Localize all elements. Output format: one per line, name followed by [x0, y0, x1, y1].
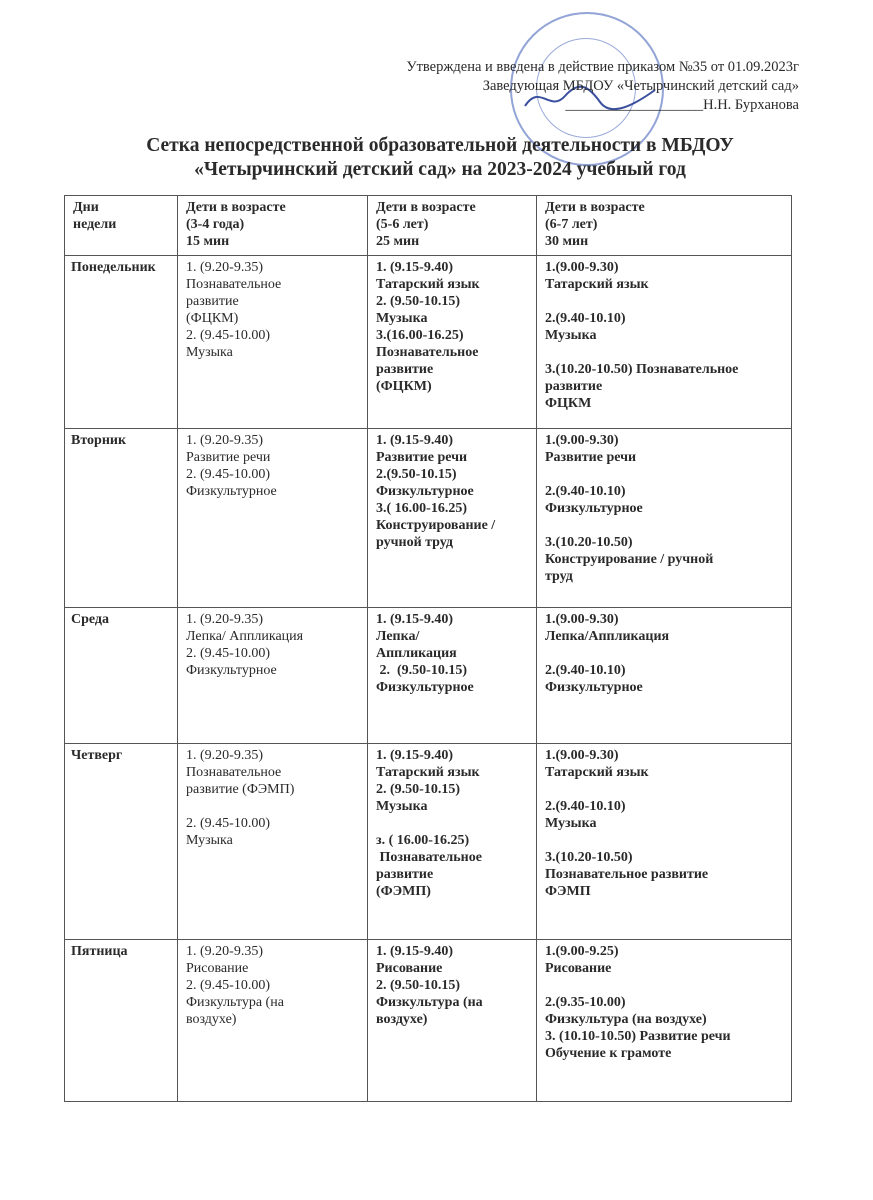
- cell-line: Конструирование / ручной: [545, 552, 714, 567]
- cell-group-6-7: [537, 744, 792, 940]
- cell-line: Татарский язык: [376, 277, 480, 292]
- table-row: [65, 940, 792, 1102]
- header-group-5-6: [368, 196, 537, 256]
- cell-line: 2. (9.50-10.15): [376, 663, 467, 678]
- cell-line: Познавательное: [376, 345, 479, 360]
- cell-line: Физкультура (на: [376, 995, 483, 1010]
- cell-line: 1.(9.00-9.25): [545, 944, 619, 959]
- cell-line: 1. (9.15-9.40): [376, 260, 453, 275]
- table-row: [65, 744, 792, 940]
- cell-line: Музыка: [545, 816, 597, 831]
- cell-line: Развитие речи: [186, 450, 271, 465]
- cell-group-6-7: [537, 608, 792, 744]
- cell-line: [545, 293, 783, 310]
- cell-line: Познавательное: [376, 850, 482, 865]
- cell-line: 3.(10.20-10.50): [545, 535, 633, 550]
- cell-line: [545, 466, 783, 483]
- cell-line: Физкультурное: [376, 484, 474, 499]
- cell-line: Дети в возрасте: [376, 200, 476, 215]
- cell-line: (6-7 лет): [545, 217, 598, 232]
- cell-line: (ФЭМП): [376, 884, 431, 899]
- cell-line: 1. (9.15-9.40): [376, 612, 453, 627]
- cell-line: 3.(16.00-16.25): [376, 328, 464, 343]
- cell-line: 2. (9.45-10.00): [186, 328, 270, 343]
- cell-line: 2.(9.40-10.10): [545, 799, 626, 814]
- cell-line: 2. (9.45-10.00): [186, 816, 270, 831]
- cell-line: Развитие речи: [545, 450, 637, 465]
- approval-line-3: [279, 96, 799, 115]
- cell-group-3-4: [178, 744, 368, 940]
- cell-line: Физкультурное: [186, 663, 277, 678]
- table-row: [65, 429, 792, 608]
- day-cell: Вторник: [65, 429, 178, 608]
- approval-line-1: Утверждена и введена в действие приказом №35 от 01.09.2023г: [406, 59, 799, 75]
- cell-group-6-7: [537, 429, 792, 608]
- cell-line: Рисование: [545, 961, 612, 976]
- cell-line: 2.(9.40-10.10): [545, 663, 626, 678]
- cell-line: Физкультурное: [545, 680, 643, 695]
- cell-line: Обучение к грамоте: [545, 1046, 672, 1061]
- header-day: [65, 196, 178, 256]
- cell-line: Дни: [73, 200, 99, 215]
- cell-line: Рисование: [186, 961, 249, 976]
- cell-group-6-7: [537, 256, 792, 429]
- cell-line: [545, 781, 783, 798]
- day-cell: Четверг: [65, 744, 178, 940]
- cell-line: 2. (9.50-10.15): [376, 978, 460, 993]
- cell-group-6-7: [537, 940, 792, 1102]
- cell-line: Физкультурное: [376, 680, 474, 695]
- cell-line: Музыка: [376, 799, 428, 814]
- cell-line: 1. (9.15-9.40): [376, 944, 453, 959]
- cell-line: Познавательное развитие: [545, 867, 709, 882]
- table-row: [65, 608, 792, 744]
- head-name: Н.Н. Бурханова: [703, 97, 799, 113]
- cell-line: 1. (9.20-9.35): [186, 944, 263, 959]
- cell-line: (ФЦКМ): [376, 379, 432, 394]
- cell-line: Музыка: [186, 345, 233, 360]
- title-line-2: «Четырчинский детский сад» на 2023-2024 учебный год: [194, 159, 686, 180]
- cell-line: [545, 344, 783, 361]
- cell-group-5-6: [368, 744, 537, 940]
- cell-group-3-4: [178, 429, 368, 608]
- cell-group-3-4: [178, 608, 368, 744]
- cell-line: Музыка: [186, 833, 233, 848]
- cell-line: 2.(9.35-10.00): [545, 995, 626, 1010]
- cell-group-3-4: [178, 940, 368, 1102]
- cell-line: 3.( 16.00-16.25): [376, 501, 467, 516]
- cell-line: ФЦКМ: [545, 396, 592, 411]
- cell-line: [545, 645, 783, 662]
- cell-line: [376, 815, 528, 832]
- cell-line: 1.(9.00-9.30): [545, 612, 619, 627]
- cell-line: развитие: [376, 362, 434, 377]
- cell-line: ФЭМП: [545, 884, 591, 899]
- cell-group-5-6: [368, 608, 537, 744]
- cell-group-5-6: [368, 429, 537, 608]
- cell-line: 2. (9.45-10.00): [186, 467, 270, 482]
- cell-line: воздухе): [186, 1012, 237, 1027]
- cell-line: Физкультурное: [186, 484, 277, 499]
- cell-line: 30 мин: [545, 234, 589, 249]
- cell-line: Музыка: [545, 328, 597, 343]
- cell-line: [545, 517, 783, 534]
- cell-line: труд: [545, 569, 573, 584]
- cell-line: Познавательное: [186, 765, 282, 780]
- cell-line: развитие: [186, 294, 239, 309]
- cell-line: з. ( 16.00-16.25): [376, 833, 470, 848]
- cell-line: 2.(9.40-10.10): [545, 484, 626, 499]
- cell-line: 1. (9.15-9.40): [376, 748, 453, 763]
- cell-line: Аппликация: [376, 646, 457, 661]
- cell-line: 1. (9.20-9.35): [186, 612, 263, 627]
- cell-line: Татарский язык: [376, 765, 480, 780]
- approval-line-2: Заведующая МБДОУ «Четырчинский детский сад»: [482, 78, 799, 94]
- cell-group-3-4: [178, 256, 368, 429]
- cell-line: развитие: [545, 379, 603, 394]
- cell-line: (ФЦКМ): [186, 311, 239, 326]
- cell-line: развитие (ФЭМП): [186, 782, 295, 797]
- cell-line: Конструирование /: [376, 518, 496, 533]
- cell-line: 2. (9.50-10.15): [376, 294, 460, 309]
- cell-line: воздухе): [376, 1012, 428, 1027]
- cell-line: 1.(9.00-9.30): [545, 748, 619, 763]
- cell-line: (5-6 лет): [376, 217, 429, 232]
- cell-line: Лепка/ Аппликация: [186, 629, 304, 644]
- day-cell: Понедельник: [65, 256, 178, 429]
- cell-line: развитие: [376, 867, 434, 882]
- cell-line: [545, 832, 783, 849]
- day-cell: Среда: [65, 608, 178, 744]
- schedule-table: [64, 195, 792, 1102]
- cell-line: Рисование: [376, 961, 443, 976]
- header-group-3-4: [178, 196, 368, 256]
- cell-line: 3.(10.20-10.50): [545, 850, 633, 865]
- cell-line: [545, 977, 783, 994]
- cell-line: 2.(9.40-10.10): [545, 311, 626, 326]
- cell-line: 1. (9.20-9.35): [186, 260, 263, 275]
- cell-line: Дети в возрасте: [186, 200, 286, 215]
- cell-line: Музыка: [376, 311, 428, 326]
- cell-line: Физкультура (на воздухе): [545, 1012, 707, 1027]
- cell-line: 15 мин: [186, 234, 230, 249]
- cell-line: Физкультура (на: [186, 995, 284, 1010]
- cell-line: (3-4 года): [186, 217, 245, 232]
- table-header-row: [65, 196, 792, 256]
- cell-group-5-6: [368, 256, 537, 429]
- cell-line: Познавательное: [186, 277, 282, 292]
- header-group-6-7: [537, 196, 792, 256]
- cell-group-5-6: [368, 940, 537, 1102]
- cell-line: Татарский язык: [545, 277, 649, 292]
- cell-line: 2. (9.45-10.00): [186, 978, 270, 993]
- cell-line: ручной труд: [376, 535, 453, 550]
- page-title: [60, 134, 820, 182]
- cell-line: Физкультурное: [545, 501, 643, 516]
- cell-line: недели: [73, 217, 117, 232]
- signature-blank: ___________________: [565, 97, 704, 113]
- cell-line: 1. (9.20-9.35): [186, 748, 263, 763]
- cell-line: 2. (9.45-10.00): [186, 646, 270, 661]
- day-cell: Пятница: [65, 940, 178, 1102]
- cell-line: 1.(9.00-9.30): [545, 260, 619, 275]
- cell-line: Лепка/Аппликация: [545, 629, 670, 644]
- cell-line: [186, 798, 359, 815]
- cell-line: Дети в возрасте: [545, 200, 645, 215]
- cell-line: Татарский язык: [545, 765, 649, 780]
- cell-line: 25 мин: [376, 234, 420, 249]
- table-row: [65, 256, 792, 429]
- cell-line: 2. (9.50-10.15): [376, 782, 460, 797]
- cell-line: 2.(9.50-10.15): [376, 467, 457, 482]
- approval-block: [279, 58, 799, 115]
- title-line-1: Сетка непосредственной образовательной деятельности в МБДОУ: [146, 135, 734, 156]
- cell-line: Лепка/: [376, 629, 420, 644]
- cell-line: 1. (9.20-9.35): [186, 433, 263, 448]
- cell-line: 1.(9.00-9.30): [545, 433, 619, 448]
- cell-line: Развитие речи: [376, 450, 468, 465]
- cell-line: 1. (9.15-9.40): [376, 433, 453, 448]
- cell-line: 3. (10.10-10.50) Развитие речи: [545, 1029, 731, 1044]
- cell-line: 3.(10.20-10.50) Познавательное: [545, 362, 739, 377]
